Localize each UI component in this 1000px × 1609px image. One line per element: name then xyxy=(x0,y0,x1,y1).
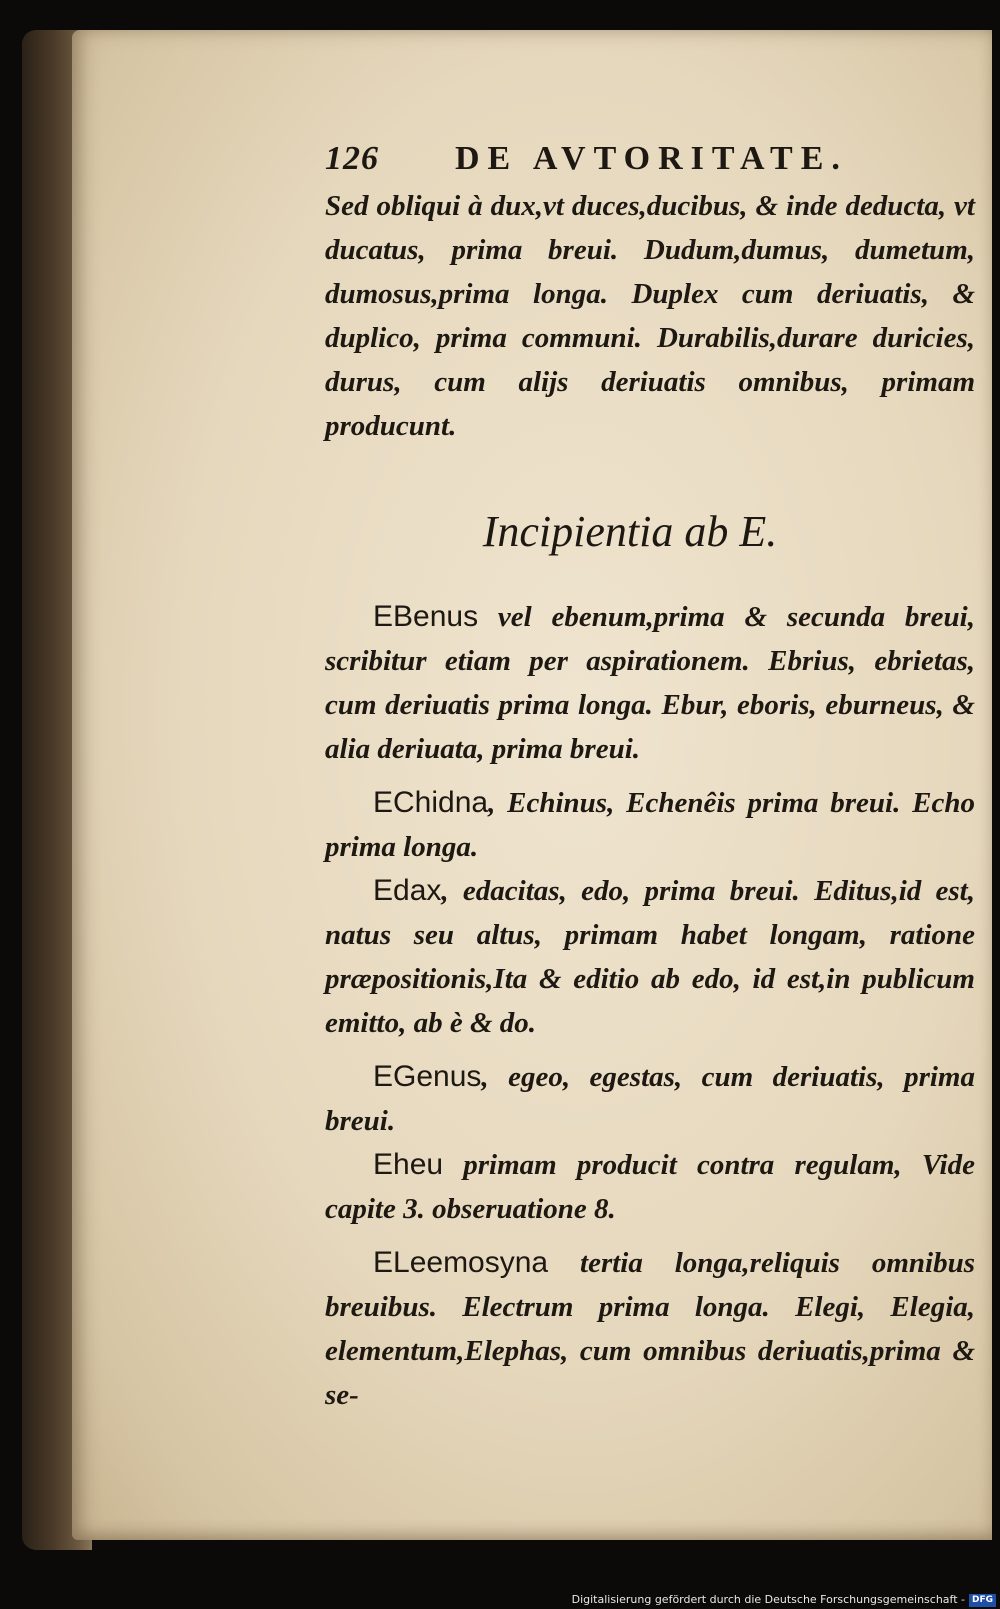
section-heading: Incipientia ab E. xyxy=(482,507,778,556)
entry-text: tertia longa,reliquis omnibus breuibus. Electrum prima longa. Elegi, Elegia, elementum,Elephas, cum omnibus deriuatis,prima & se- xyxy=(325,1247,975,1411)
digitization-footer xyxy=(0,1590,996,1609)
entry-text: , edacitas, edo, prima breui. Editus,id est, natus seu altus, primam habet longam, ratione præpositionis,Ita & editio ab edo, id est,in publicum emitto, ab è & do. xyxy=(325,875,975,1039)
entry-lead-word: ELeemosyna xyxy=(373,1246,549,1279)
entry-text: , egeo, egestas, cum deriuatis, prima breui. xyxy=(325,1061,975,1137)
entry-ebenus xyxy=(325,595,975,771)
dfg-logo-icon: DFG xyxy=(969,1594,996,1607)
entry-lead-word: EChidna xyxy=(373,786,489,819)
entry-text: primam producit contra regulam, Vide capite 3. obseruatione 8. xyxy=(325,1149,975,1225)
entry-lead-word: Eheu xyxy=(373,1148,444,1181)
entry-lead-word: Edax xyxy=(373,874,442,907)
running-title: DE AVTORITATE. xyxy=(455,140,848,177)
page-text-block xyxy=(325,140,975,1417)
entry-text: vel ebenum,prima & secunda breui, scribitur etiam per aspirationem. Ebrius, ebrietas, cum deriuatis prima longa. Ebur, eboris, eburneus, & alia deriuata, prima breui. xyxy=(325,601,975,765)
entry-echidna xyxy=(325,781,975,869)
top-paragraph: Sed obliqui à dux,vt duces,ducibus, & inde deducta, vt ducatus, prima breui. Dudum,dumus, dumetum, dumosus,prima longa. Duplex cum deriuatis, & duplico, prima communi. Durabilis,durare duricies, durus, cum alijs deriuatis omnibus, primam producunt. xyxy=(325,190,975,442)
entry-edax xyxy=(325,869,975,1045)
entry-lead-word: EBenus xyxy=(373,600,479,633)
page-header xyxy=(325,140,975,184)
entry-lead-word: EGenus xyxy=(373,1060,482,1093)
entry-text: , Echinus, Echenêis prima breui. Echo prima longa. xyxy=(325,787,975,863)
page-number: 126 xyxy=(325,140,379,177)
footer-credit: Digitalisierung gefördert durch die Deutsche Forschungsgemeinschaft - xyxy=(571,1593,965,1606)
entry-egenus xyxy=(325,1055,975,1143)
entry-eleemosyna xyxy=(325,1241,975,1417)
entry-eheu xyxy=(325,1143,975,1231)
